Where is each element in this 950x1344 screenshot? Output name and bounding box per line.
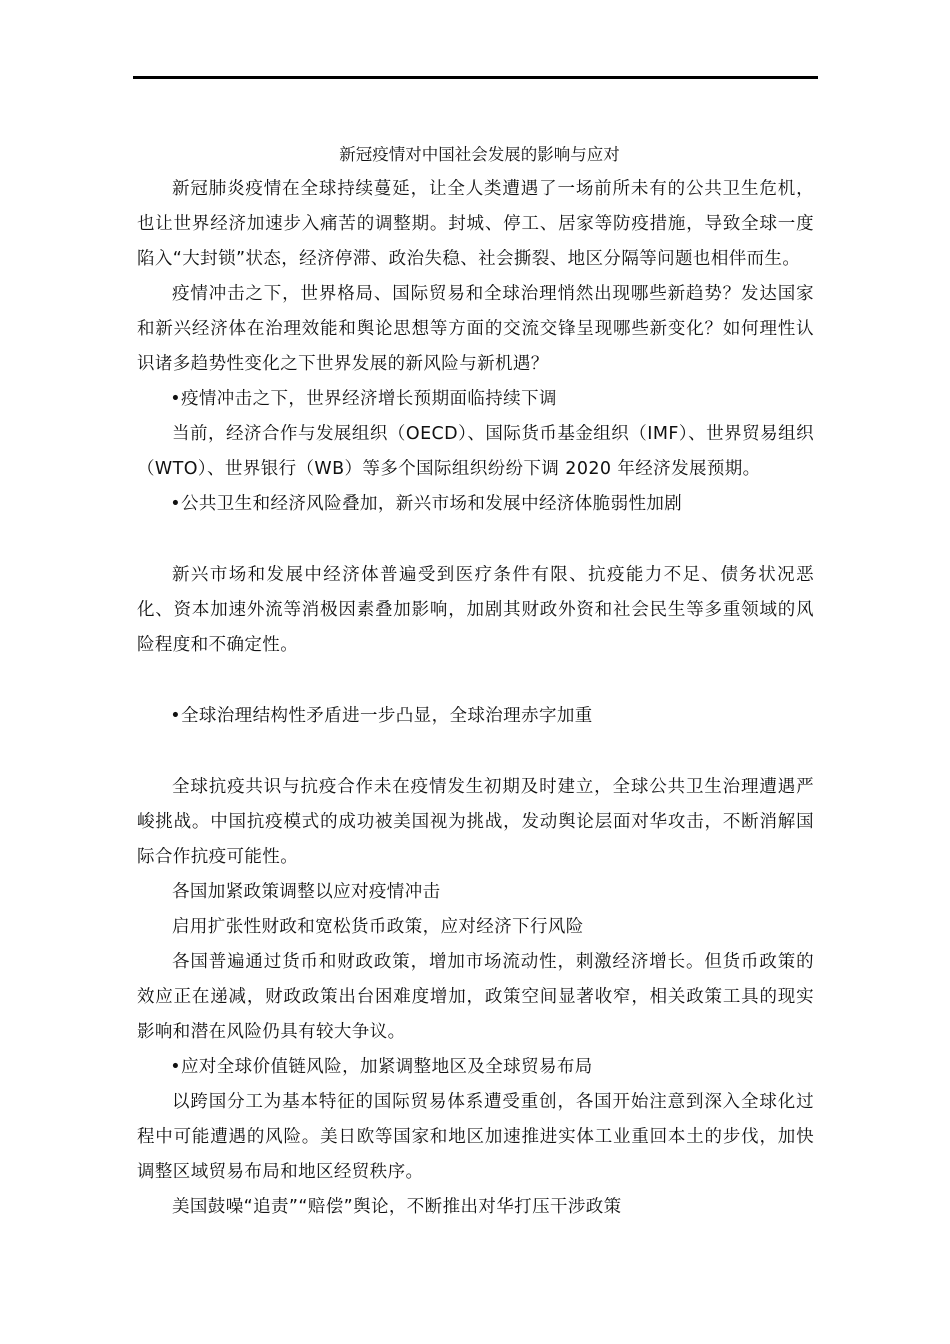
section-heading: 美国鼓噪“追责”“赔偿”舆论，不断推出对华打压干涉政策 [172, 1197, 622, 1217]
bullet-heading: •应对全球价值链风险，加紧调整地区及全球贸易布局 [170, 1057, 593, 1077]
blank-line [137, 663, 814, 699]
section-heading: 启用扩张性财政和宽松货币政策，应对经济下行风险 [172, 917, 584, 937]
blank-line [137, 734, 814, 770]
blank-line [137, 522, 814, 558]
paragraph: 各国普遍通过货币和财政政策，增加市场流动性，刺激经济增长。但货币政策的效应正在递减，财政政策出台困难度增加，政策空间显著收窄，相关政策工具的现实影响和潜在风险仍具有较大争议。 [137, 952, 814, 1042]
paragraph: 新兴市场和发展中经济体普遍受到医疗条件有限、抗疫能力不足、债务状况恶化、资本加速外流等消极因素叠加影响，加剧其财政外资和社会民生等多重领域的风险程度和不确定性。 [137, 565, 814, 655]
document-body [137, 141, 814, 1225]
bullet-heading: •疫情冲击之下，世界经济增长预期面临持续下调 [170, 389, 557, 409]
paragraph: 当前，经济合作与发展组织（OECD）、国际货币基金组织（IMF）、世界贸易组织（WTO）、世界银行（WB）等多个国际组织纷纷下调 2020 年经济发展预期。 [137, 424, 814, 479]
section-heading: 各国加紧政策调整以应对疫情冲击 [172, 882, 441, 902]
document-title: 新冠疫情对中国社会发展的影响与应对 [339, 145, 620, 164]
header-rule [133, 76, 818, 79]
paragraph: 疫情冲击之下，世界格局、国际贸易和全球治理悄然出现哪些新趋势？发达国家和新兴经济体在治理效能和舆论思想等方面的交流交锋呈现哪些新变化？如何理性认识诸多趋势性变化之下世界发展的新风险与新机遇？ [137, 284, 814, 374]
bullet-heading: •公共卫生和经济风险叠加，新兴市场和发展中经济体脆弱性加剧 [170, 494, 683, 514]
paragraph: 以跨国分工为基本特征的国际贸易体系遭受重创，各国开始注意到深入全球化过程中可能遭遇的风险。美日欧等国家和地区加速推进实体工业重回本土的步伐，加快调整区域贸易布局和地区经贸秩序。 [137, 1092, 814, 1182]
paragraph: 全球抗疫共识与抗疫合作未在疫情发生初期及时建立，全球公共卫生治理遭遇严峻挑战。中国抗疫模式的成功被美国视为挑战，发动舆论层面对华攻击，不断消解国际合作抗疫可能性。 [137, 777, 814, 867]
paragraph: 新冠肺炎疫情在全球持续蔓延，让全人类遭遇了一场前所未有的公共卫生危机，也让世界经济加速步入痛苦的调整期。封城、停工、居家等防疫措施，导致全球一度陷入“大封锁”状态，经济停滞、政治失稳、社会撕裂、地区分隔等问题也相伴而生。 [137, 179, 814, 269]
bullet-heading: •全球治理结构性矛盾进一步凸显，全球治理赤字加重 [170, 706, 593, 726]
